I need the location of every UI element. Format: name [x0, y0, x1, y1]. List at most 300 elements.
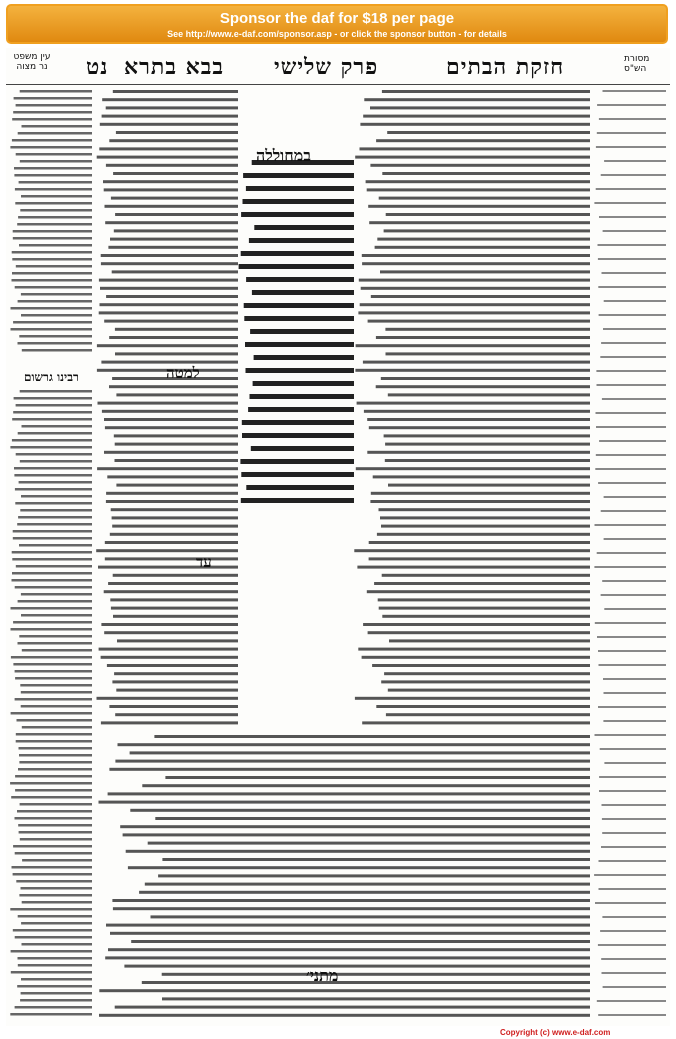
text-line	[115, 760, 590, 763]
text-line	[376, 139, 590, 142]
text-line	[13, 663, 92, 666]
sponsor-subtitle[interactable]: See http://www.e-daf.com/sponsor.asp - or click the sponsor button - for details	[167, 29, 507, 39]
text-line	[128, 866, 590, 869]
text-line	[130, 751, 590, 754]
text-line	[601, 594, 666, 596]
lower-commentary	[96, 733, 590, 1023]
text-line	[11, 607, 93, 610]
text-line	[388, 689, 590, 692]
text-line	[13, 530, 92, 533]
text-line	[601, 846, 666, 848]
text-line	[249, 238, 354, 243]
text-line	[372, 664, 590, 667]
text-line	[11, 628, 93, 631]
em-text-lines	[10, 88, 92, 358]
text-line	[377, 238, 590, 241]
text-line	[14, 167, 92, 170]
text-line	[602, 580, 666, 582]
text-line	[102, 115, 238, 118]
text-line	[603, 986, 666, 988]
text-line	[16, 453, 92, 456]
text-line	[15, 775, 92, 778]
text-line	[99, 147, 238, 150]
text-line	[19, 481, 92, 484]
text-line	[380, 516, 590, 519]
text-line	[364, 98, 590, 101]
tosafot-text-lines	[96, 88, 238, 728]
text-line	[107, 664, 238, 667]
text-line	[243, 173, 354, 178]
text-line	[120, 825, 590, 828]
text-line	[13, 321, 92, 324]
text-line	[597, 1000, 666, 1002]
text-line	[381, 525, 590, 528]
text-line	[603, 230, 666, 232]
text-line	[367, 188, 590, 191]
text-line	[118, 743, 591, 746]
text-line	[21, 992, 92, 995]
text-line	[598, 286, 666, 288]
text-line	[114, 434, 238, 437]
chapter-number: פרק שלישי	[274, 54, 379, 80]
text-line	[363, 623, 590, 626]
text-line	[96, 549, 238, 552]
text-line	[16, 265, 92, 268]
text-line	[594, 202, 666, 204]
text-line	[115, 443, 238, 446]
text-line	[599, 790, 666, 792]
text-line	[101, 623, 238, 626]
text-line	[368, 631, 590, 634]
text-line	[100, 123, 238, 126]
text-line	[13, 537, 92, 540]
ein-mishpat-label: עין משפט נר מצוה	[13, 52, 51, 72]
text-line	[11, 950, 92, 953]
text-line	[369, 541, 590, 544]
text-line	[15, 789, 92, 792]
text-line	[116, 131, 238, 134]
text-line	[603, 720, 666, 722]
text-line	[597, 104, 666, 106]
text-line	[111, 607, 238, 610]
text-line	[369, 221, 590, 224]
rashi-text-lines	[354, 88, 590, 728]
text-line	[15, 202, 92, 205]
text-line	[104, 451, 238, 454]
text-line	[13, 230, 92, 233]
text-line	[102, 98, 238, 101]
text-line	[99, 801, 591, 804]
text-line	[362, 254, 590, 257]
text-line	[382, 90, 590, 93]
text-line	[377, 533, 590, 536]
text-line	[111, 508, 238, 511]
text-line	[145, 883, 590, 886]
text-line	[124, 965, 590, 968]
text-line	[599, 664, 667, 666]
text-line	[22, 901, 92, 904]
text-line	[599, 314, 666, 316]
text-line	[12, 251, 92, 254]
text-line	[112, 516, 238, 519]
text-line	[115, 213, 238, 216]
text-line	[18, 824, 92, 827]
text-line	[130, 809, 590, 812]
text-line	[112, 525, 238, 528]
text-line	[386, 713, 590, 716]
text-line	[12, 551, 92, 554]
text-line	[13, 237, 92, 240]
text-line	[13, 411, 92, 414]
text-line	[19, 754, 92, 757]
text-line	[106, 295, 238, 298]
text-line	[357, 566, 590, 569]
text-line	[596, 454, 666, 456]
text-line	[599, 440, 666, 442]
text-line	[22, 726, 92, 729]
text-line	[13, 621, 92, 624]
text-line	[362, 721, 590, 724]
text-line	[15, 502, 92, 505]
text-line	[358, 311, 590, 314]
text-line	[19, 244, 92, 247]
text-line	[110, 533, 238, 536]
text-line	[21, 705, 92, 708]
text-line	[102, 410, 238, 413]
text-line	[12, 558, 92, 561]
text-line	[101, 254, 238, 257]
text-line	[360, 123, 590, 126]
text-line	[370, 500, 590, 503]
text-line	[11, 328, 93, 331]
text-line	[604, 692, 667, 694]
text-line	[99, 989, 590, 992]
text-line	[385, 443, 590, 446]
text-line	[19, 635, 92, 638]
text-line	[384, 672, 590, 675]
text-line	[15, 188, 92, 191]
text-line	[375, 246, 590, 249]
talmud-page	[6, 48, 670, 1026]
right-margin-notes	[594, 88, 666, 1018]
text-line	[604, 300, 666, 302]
text-line	[16, 565, 92, 568]
text-line	[108, 948, 590, 951]
text-line	[116, 689, 238, 692]
text-line	[97, 344, 238, 347]
text-line	[99, 279, 238, 282]
text-line	[374, 582, 590, 585]
text-line	[254, 355, 354, 360]
text-line	[385, 459, 590, 462]
text-line	[21, 614, 92, 617]
rashi-column	[354, 88, 590, 728]
text-line	[18, 342, 93, 345]
text-line	[598, 258, 666, 260]
text-line	[357, 402, 590, 405]
text-line	[10, 1013, 92, 1016]
text-line	[359, 279, 590, 282]
text-line	[115, 352, 238, 355]
text-line	[385, 328, 590, 331]
text-line	[112, 270, 238, 273]
text-line	[363, 361, 590, 364]
text-line	[116, 484, 238, 487]
text-line	[18, 300, 92, 303]
text-line	[115, 713, 238, 716]
text-line	[246, 277, 354, 282]
text-line	[15, 286, 92, 289]
text-line	[148, 842, 590, 845]
text-line	[355, 369, 590, 372]
text-line	[106, 500, 238, 503]
text-line	[595, 734, 667, 736]
text-line	[368, 320, 590, 323]
text-line	[604, 538, 666, 540]
text-line	[360, 147, 591, 150]
text-line	[600, 748, 666, 750]
text-line	[108, 246, 238, 249]
text-line	[19, 181, 92, 184]
text-line	[99, 311, 238, 314]
text-line	[361, 287, 590, 290]
text-line	[604, 608, 666, 610]
text-line	[20, 209, 92, 212]
chapter-name: חזקת הבתים	[446, 54, 565, 80]
text-line	[106, 492, 238, 495]
text-line	[604, 496, 666, 498]
text-line	[162, 997, 590, 1000]
text-line	[367, 590, 590, 593]
text-line	[355, 697, 590, 700]
text-line	[20, 803, 92, 806]
text-line	[599, 776, 666, 778]
sponsor-title[interactable]: Sponsor the daf for $18 per page	[219, 10, 455, 27]
text-line	[22, 425, 93, 428]
text-line	[602, 804, 667, 806]
text-line	[15, 817, 93, 820]
text-line	[22, 859, 92, 862]
text-line	[106, 164, 238, 167]
text-line	[15, 698, 92, 701]
text-line	[97, 156, 238, 159]
lower-text-lines	[96, 733, 590, 1023]
text-line	[594, 566, 666, 568]
text-line	[355, 156, 590, 159]
text-line	[106, 924, 590, 927]
text-line	[110, 598, 238, 601]
text-line	[596, 188, 666, 190]
text-line	[20, 684, 92, 687]
text-line	[386, 352, 591, 355]
text-line	[595, 902, 666, 904]
text-line	[100, 287, 238, 290]
text-line	[386, 213, 590, 216]
text-line	[19, 831, 92, 834]
text-line	[105, 426, 238, 429]
text-line	[596, 426, 666, 428]
text-line	[17, 523, 92, 526]
masoret-hashas-label: מסורת הש"ס	[624, 54, 650, 74]
text-line	[16, 104, 92, 107]
text-line	[21, 195, 92, 198]
tractate-name: בבא בתרא	[124, 54, 224, 80]
text-line	[114, 672, 238, 675]
text-line	[15, 670, 92, 673]
text-line	[601, 958, 666, 960]
text-line	[599, 118, 666, 120]
text-line	[246, 368, 355, 373]
rabbeinu-gershom-heading: רבינו גרשום	[24, 370, 79, 384]
text-line	[596, 412, 667, 414]
text-line	[597, 384, 667, 386]
text-line	[599, 888, 667, 890]
text-line	[105, 956, 590, 959]
rg-text-lines	[10, 388, 92, 1018]
text-line	[369, 557, 590, 560]
text-line	[384, 229, 590, 232]
text-line	[367, 418, 590, 421]
text-line	[354, 549, 590, 552]
text-line	[356, 344, 590, 347]
text-line	[11, 307, 93, 310]
text-line	[369, 426, 590, 429]
text-line	[12, 139, 92, 142]
text-line	[21, 593, 92, 596]
text-line	[16, 153, 92, 156]
text-line	[103, 180, 238, 183]
text-line	[104, 320, 238, 323]
text-line	[18, 768, 92, 771]
text-line	[12, 118, 92, 121]
text-line	[19, 335, 92, 338]
text-line	[604, 762, 666, 764]
text-line	[12, 572, 92, 575]
text-line	[10, 908, 92, 911]
text-line	[242, 433, 354, 438]
text-line	[19, 761, 92, 764]
text-line	[105, 221, 238, 224]
text-line	[246, 485, 354, 490]
text-line	[21, 495, 92, 498]
text-line	[20, 160, 92, 163]
text-line	[22, 125, 93, 128]
text-line	[106, 106, 238, 109]
text-line	[364, 410, 590, 413]
text-line	[16, 733, 92, 736]
text-line	[108, 582, 238, 585]
text-line	[12, 279, 93, 282]
text-line	[113, 615, 238, 618]
text-line	[241, 212, 354, 217]
text-line	[595, 468, 666, 470]
text-line	[20, 460, 92, 463]
text-line	[602, 832, 666, 834]
text-line	[112, 680, 238, 683]
tosafot-column	[96, 88, 238, 728]
text-line	[243, 199, 355, 204]
text-line	[101, 262, 238, 265]
text-line	[20, 390, 92, 393]
text-line	[165, 776, 590, 779]
text-line	[19, 894, 92, 897]
text-line	[598, 244, 667, 246]
text-line	[112, 899, 590, 902]
text-line	[602, 272, 667, 274]
lemata-word: למטה	[166, 364, 200, 382]
text-line	[362, 262, 590, 265]
text-line	[250, 329, 354, 334]
text-line	[18, 432, 92, 435]
text-line	[151, 915, 591, 918]
text-line	[603, 678, 666, 680]
text-line	[21, 922, 92, 925]
text-line	[603, 328, 666, 330]
text-line	[158, 874, 590, 877]
text-line	[101, 656, 238, 659]
text-line	[18, 964, 92, 967]
text-line	[97, 697, 239, 700]
text-line	[111, 197, 238, 200]
text-line	[241, 251, 354, 256]
text-line	[18, 516, 92, 519]
text-line	[11, 712, 92, 715]
text-line	[12, 579, 93, 582]
text-line	[378, 598, 590, 601]
text-line	[376, 705, 590, 708]
text-line	[595, 524, 667, 526]
text-line	[388, 393, 590, 396]
text-line	[142, 981, 590, 984]
text-line	[244, 316, 354, 321]
text-line	[105, 557, 238, 560]
text-line	[15, 1006, 92, 1009]
text-line	[18, 642, 93, 645]
text-line	[376, 336, 590, 339]
text-line	[242, 420, 354, 425]
text-line	[98, 566, 238, 569]
text-line	[252, 290, 354, 295]
text-line	[18, 132, 92, 135]
text-line	[113, 907, 590, 910]
text-line	[594, 874, 666, 876]
text-line	[381, 680, 590, 683]
text-line	[162, 973, 590, 976]
text-line	[599, 860, 667, 862]
text-line	[123, 833, 590, 836]
text-line	[16, 880, 92, 883]
text-line	[154, 735, 590, 738]
text-line	[239, 264, 354, 269]
text-line	[370, 164, 590, 167]
text-line	[254, 225, 354, 230]
text-line	[602, 916, 666, 918]
text-line	[15, 488, 92, 491]
text-line	[18, 600, 92, 603]
text-line	[371, 295, 590, 298]
text-line	[246, 186, 354, 191]
text-line	[21, 887, 93, 890]
text-line	[251, 446, 354, 451]
text-line	[602, 972, 667, 974]
text-line	[250, 394, 355, 399]
text-line	[116, 393, 238, 396]
text-line	[113, 574, 238, 577]
text-line	[10, 782, 92, 785]
text-line	[598, 944, 666, 946]
text-line	[597, 552, 666, 554]
sponsor-banner[interactable]	[6, 4, 668, 44]
